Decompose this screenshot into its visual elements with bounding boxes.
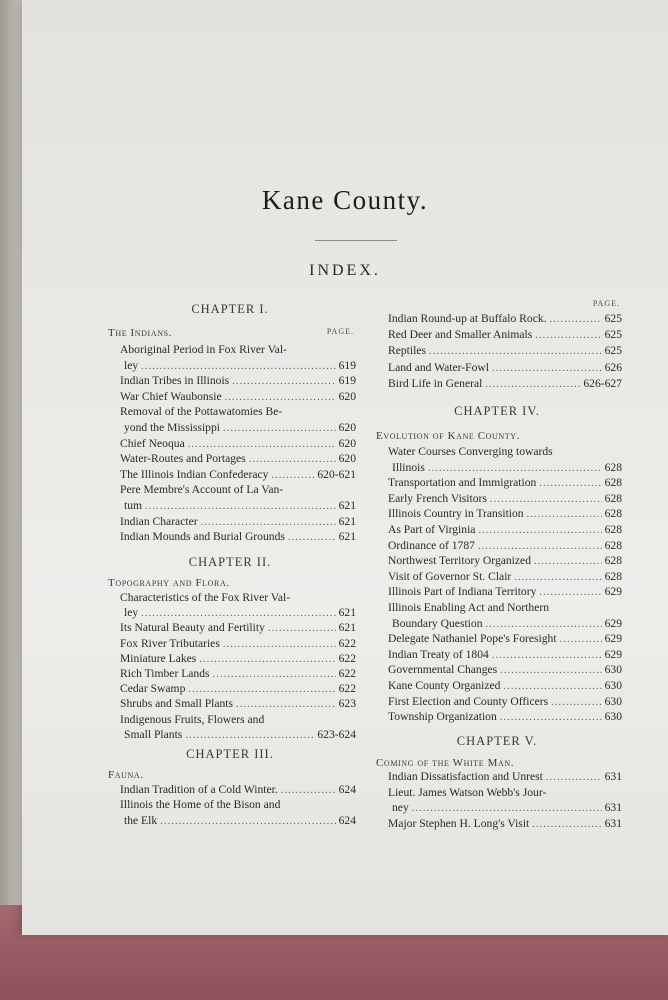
index-entry xyxy=(388,709,622,725)
dot-leader xyxy=(550,312,602,328)
dot-leader xyxy=(249,452,336,468)
dot-leader xyxy=(560,632,602,648)
entry-page-number: 631 xyxy=(604,801,622,815)
entry-page-number: 628 xyxy=(604,476,622,490)
book-spine-shadow xyxy=(0,0,24,940)
entry-title: Kane County Organized xyxy=(388,679,501,692)
entry-title: Illinois Country in Transition xyxy=(388,507,524,521)
entry-page-number: 630 xyxy=(604,710,622,724)
index-entry xyxy=(120,712,356,728)
entry-title: As Part of Virginia xyxy=(388,523,476,536)
entry-page-number: 628 xyxy=(604,507,622,521)
entry-page-number: 621 xyxy=(338,514,356,528)
index-heading: INDEX. xyxy=(309,262,381,279)
entry-page-number: 628 xyxy=(604,491,622,505)
dot-leader xyxy=(429,344,602,360)
index-entry xyxy=(120,451,356,467)
dot-leader xyxy=(539,585,601,601)
entry-page-number: 620 xyxy=(338,389,356,403)
entry-title: Water Courses Converging towards xyxy=(388,445,553,458)
index-entry xyxy=(120,696,356,712)
index-entry xyxy=(120,666,356,682)
index-entry xyxy=(388,631,622,647)
entry-page-number: 625 xyxy=(604,312,622,325)
entry-page-number: 621 xyxy=(338,530,356,544)
entry-page-number: 631 xyxy=(604,770,622,783)
dot-leader xyxy=(141,606,335,622)
index-entry xyxy=(388,360,622,376)
dot-leader xyxy=(268,621,336,637)
chapter-heading: CHAPTER IV. xyxy=(454,404,540,418)
index-entry xyxy=(124,727,356,743)
dot-leader xyxy=(141,359,335,375)
entry-title: Indian Round-up at Buffalo Rock. xyxy=(388,312,547,325)
section-heading: The Indians. xyxy=(108,327,172,339)
entry-title: Pere Membre's Account of La Van- xyxy=(120,483,284,497)
index-entry xyxy=(120,373,356,389)
entry-title: Its Natural Beauty and Fertility xyxy=(120,621,265,635)
index-entry xyxy=(120,436,356,452)
page-column-label: PAGE. xyxy=(326,327,354,336)
entry-title: Indian Tribes in Illinois xyxy=(120,374,230,388)
index-entry xyxy=(388,538,622,554)
index-entry xyxy=(120,681,356,697)
entry-page-number: 629 xyxy=(604,616,622,630)
entry-title: the Elk xyxy=(124,813,158,827)
index-entry xyxy=(120,797,356,813)
entry-page-number: 625 xyxy=(604,344,622,358)
entry-page-number: 620 xyxy=(338,452,356,466)
chapter-heading: CHAPTER III. xyxy=(186,747,274,761)
index-entry xyxy=(392,460,622,476)
dot-leader xyxy=(185,728,314,744)
entry-title: Characteristics of the Fox River Val- xyxy=(120,591,291,604)
index-entry xyxy=(124,605,356,621)
entry-title: Governmental Changes xyxy=(388,663,498,677)
entry-title: Chief Neoqua xyxy=(120,436,185,450)
entry-title: Illinois Enabling Act and Northern xyxy=(388,601,549,614)
chapter-heading: CHAPTER V. xyxy=(456,734,538,748)
section-heading: Topography and Flora. xyxy=(108,577,230,589)
dot-leader xyxy=(485,377,580,393)
entry-page-number: 624 xyxy=(338,813,356,827)
page-title: Kane County. xyxy=(261,185,429,215)
index-entry xyxy=(120,651,356,667)
entry-title: Delegate Nathaniel Pope's Foresight xyxy=(388,632,557,646)
index-entry xyxy=(120,514,356,530)
entry-title: Illinois the Home of the Bison and xyxy=(120,798,281,812)
index-entry xyxy=(120,342,356,358)
index-entry xyxy=(124,420,356,436)
index-entry xyxy=(120,404,356,420)
entry-title: Boundary Question xyxy=(392,616,483,630)
entry-title: Land and Water-Fowl xyxy=(388,360,490,374)
section-heading: Coming of the White Man. xyxy=(376,757,515,769)
entry-page-number: 623-624 xyxy=(317,727,356,741)
index-entry xyxy=(388,444,622,460)
entry-title: Indian Tradition of a Cold Winter. xyxy=(120,783,278,796)
entry-title: Indian Character xyxy=(120,514,198,528)
dot-leader xyxy=(271,468,314,484)
entry-page-number: 626 xyxy=(604,360,622,374)
entry-title: ley xyxy=(124,358,139,372)
entry-page-number: 630 xyxy=(604,663,622,677)
section-heading: Evolution of Kane County. xyxy=(376,430,520,442)
entry-page-number: 621 xyxy=(338,606,356,620)
entry-page-number: 622 xyxy=(338,651,356,665)
entry-page-number: 628 xyxy=(604,523,622,536)
index-entry xyxy=(388,475,622,491)
dot-leader xyxy=(492,361,602,377)
dot-leader xyxy=(539,476,601,492)
entry-page-number: 623 xyxy=(338,697,356,711)
entry-title: Shrubs and Small Plants xyxy=(120,697,234,711)
entry-title: Indian Mounds and Burial Grounds xyxy=(120,530,285,544)
dot-leader xyxy=(223,421,336,437)
dot-leader xyxy=(281,783,336,799)
index-entry xyxy=(120,482,356,498)
entry-title: Northwest Territory Organized xyxy=(388,554,531,568)
dot-leader xyxy=(527,507,602,523)
entry-title: Early French Visitors xyxy=(388,491,487,505)
page-column-label: PAGE. xyxy=(592,299,620,308)
index-entry xyxy=(388,694,622,710)
index-entry xyxy=(388,522,622,538)
dot-leader xyxy=(225,390,336,406)
dot-leader xyxy=(478,523,601,539)
entry-page-number: 620 xyxy=(338,436,356,450)
entry-title: ney xyxy=(392,801,409,815)
entry-page-number: 628 xyxy=(604,538,622,552)
entry-title: Aboriginal Period in Fox River Val- xyxy=(120,343,287,356)
entry-page-number: 628 xyxy=(604,569,622,583)
index-entry xyxy=(120,620,356,636)
index-entry xyxy=(120,467,356,483)
dot-leader xyxy=(500,710,602,726)
dot-leader xyxy=(236,697,336,713)
dot-leader xyxy=(486,617,602,633)
entry-page-number: 622 xyxy=(338,682,356,696)
entry-title: yond the Mississippi xyxy=(124,421,220,434)
dot-leader xyxy=(551,695,601,711)
dot-leader xyxy=(412,801,602,817)
dot-leader xyxy=(160,814,335,830)
entry-page-number: 620 xyxy=(338,421,356,434)
entry-title: Illinois Part of Indiana Territory xyxy=(388,585,537,599)
dot-leader xyxy=(232,374,335,390)
entry-title: War Chief Waubonsie xyxy=(120,389,222,403)
entry-title: Removal of the Pottawatomies Be- xyxy=(120,405,283,419)
entry-title: Bird Life in General xyxy=(388,376,483,390)
entry-title: Miniature Lakes xyxy=(120,651,197,665)
entry-title: Indigenous Fruits, Flowers and xyxy=(120,712,265,726)
book-page xyxy=(22,0,668,935)
dot-leader xyxy=(199,652,335,668)
dot-leader xyxy=(490,492,602,508)
section-heading: Fauna. xyxy=(108,769,144,781)
entry-page-number: 621 xyxy=(338,499,356,512)
index-entry xyxy=(388,553,622,569)
entry-page-number: 619 xyxy=(338,374,356,388)
index-entry xyxy=(388,678,622,694)
entry-title: Red Deer and Smaller Animals xyxy=(388,328,533,342)
dot-leader xyxy=(503,679,601,695)
dot-leader xyxy=(478,539,602,555)
index-entry xyxy=(388,662,622,678)
dot-leader xyxy=(288,530,336,546)
index-entry xyxy=(124,813,356,829)
index-entry xyxy=(388,584,622,600)
entry-title: First Election and County Officers xyxy=(388,694,549,708)
index-entry xyxy=(388,816,622,832)
index-entry xyxy=(388,343,622,359)
entry-title: The Illinois Indian Confederacy xyxy=(120,467,269,481)
entry-page-number: 629 xyxy=(604,632,622,646)
entry-title: Water-Routes and Portages xyxy=(120,452,246,466)
dot-leader xyxy=(514,570,601,586)
entry-title: Township Organization xyxy=(388,710,497,724)
dot-leader xyxy=(428,461,602,477)
dot-leader xyxy=(532,817,601,833)
entry-title: Reptiles xyxy=(388,344,426,358)
index-entry xyxy=(392,616,622,632)
index-entry xyxy=(120,636,356,652)
chapter-heading: CHAPTER II. xyxy=(188,555,272,569)
dot-leader xyxy=(534,554,602,570)
entry-title: Visit of Governor St. Clair xyxy=(388,569,512,583)
entry-page-number: 622 xyxy=(338,636,356,650)
entry-title: Rich Timber Lands xyxy=(120,667,210,680)
index-entry xyxy=(388,647,622,663)
index-entry xyxy=(388,769,622,785)
entry-title: Major Stephen H. Long's Visit xyxy=(388,816,530,830)
entry-page-number: 631 xyxy=(604,816,622,830)
index-entry xyxy=(124,498,356,514)
index-entry xyxy=(392,800,622,816)
entry-page-number: 619 xyxy=(338,358,356,372)
entry-page-number: 629 xyxy=(604,647,622,661)
entry-page-number: 630 xyxy=(604,694,622,708)
entry-title: Transportation and Immigration xyxy=(388,476,537,490)
entry-title: tum xyxy=(124,499,143,512)
entry-title: Indian Dissatisfaction and Unrest xyxy=(388,770,543,783)
entry-title: ley xyxy=(124,606,139,620)
entry-title: Indian Treaty of 1804 xyxy=(388,647,489,661)
index-entry xyxy=(120,590,356,606)
dot-leader xyxy=(535,328,601,344)
dot-leader xyxy=(223,637,336,653)
entry-page-number: 624 xyxy=(338,783,356,796)
entry-page-number: 622 xyxy=(338,667,356,680)
index-entry xyxy=(388,376,622,392)
entry-page-number: 625 xyxy=(604,328,622,342)
chapter-heading: CHAPTER I. xyxy=(191,302,269,316)
dot-leader xyxy=(500,663,601,679)
dot-leader xyxy=(201,515,336,531)
index-entry xyxy=(388,785,622,801)
dot-leader xyxy=(188,682,335,698)
entry-title: Fox River Tributaries xyxy=(120,636,220,650)
index-entry xyxy=(120,389,356,405)
dot-leader xyxy=(546,770,602,786)
index-entry xyxy=(120,529,356,545)
entry-page-number: 628 xyxy=(604,554,622,568)
index-entry xyxy=(388,311,622,327)
index-entry xyxy=(388,491,622,507)
index-entry xyxy=(388,327,622,343)
entry-title: Illinois xyxy=(392,460,425,474)
entry-page-number: 620-621 xyxy=(317,467,356,481)
entry-title: Small Plants xyxy=(124,727,183,741)
index-entry xyxy=(388,506,622,522)
index-entry xyxy=(388,569,622,585)
entry-page-number: 630 xyxy=(604,679,622,692)
dot-leader xyxy=(188,437,336,453)
index-entry xyxy=(124,358,356,374)
dot-leader xyxy=(213,667,336,683)
index-entry xyxy=(388,600,622,616)
dot-leader xyxy=(492,648,602,664)
index-entry xyxy=(120,782,356,798)
entry-page-number: 621 xyxy=(338,621,356,635)
entry-page-number: 628 xyxy=(604,460,622,474)
entry-title: Ordinance of 1787 xyxy=(388,538,475,552)
entry-page-number: 629 xyxy=(604,585,622,599)
title-rule xyxy=(315,240,397,241)
entry-title: Lieut. James Watson Webb's Jour- xyxy=(388,785,547,799)
entry-page-number: 626-627 xyxy=(583,376,622,390)
dot-leader xyxy=(145,499,336,515)
entry-title: Cedar Swamp xyxy=(120,682,186,696)
